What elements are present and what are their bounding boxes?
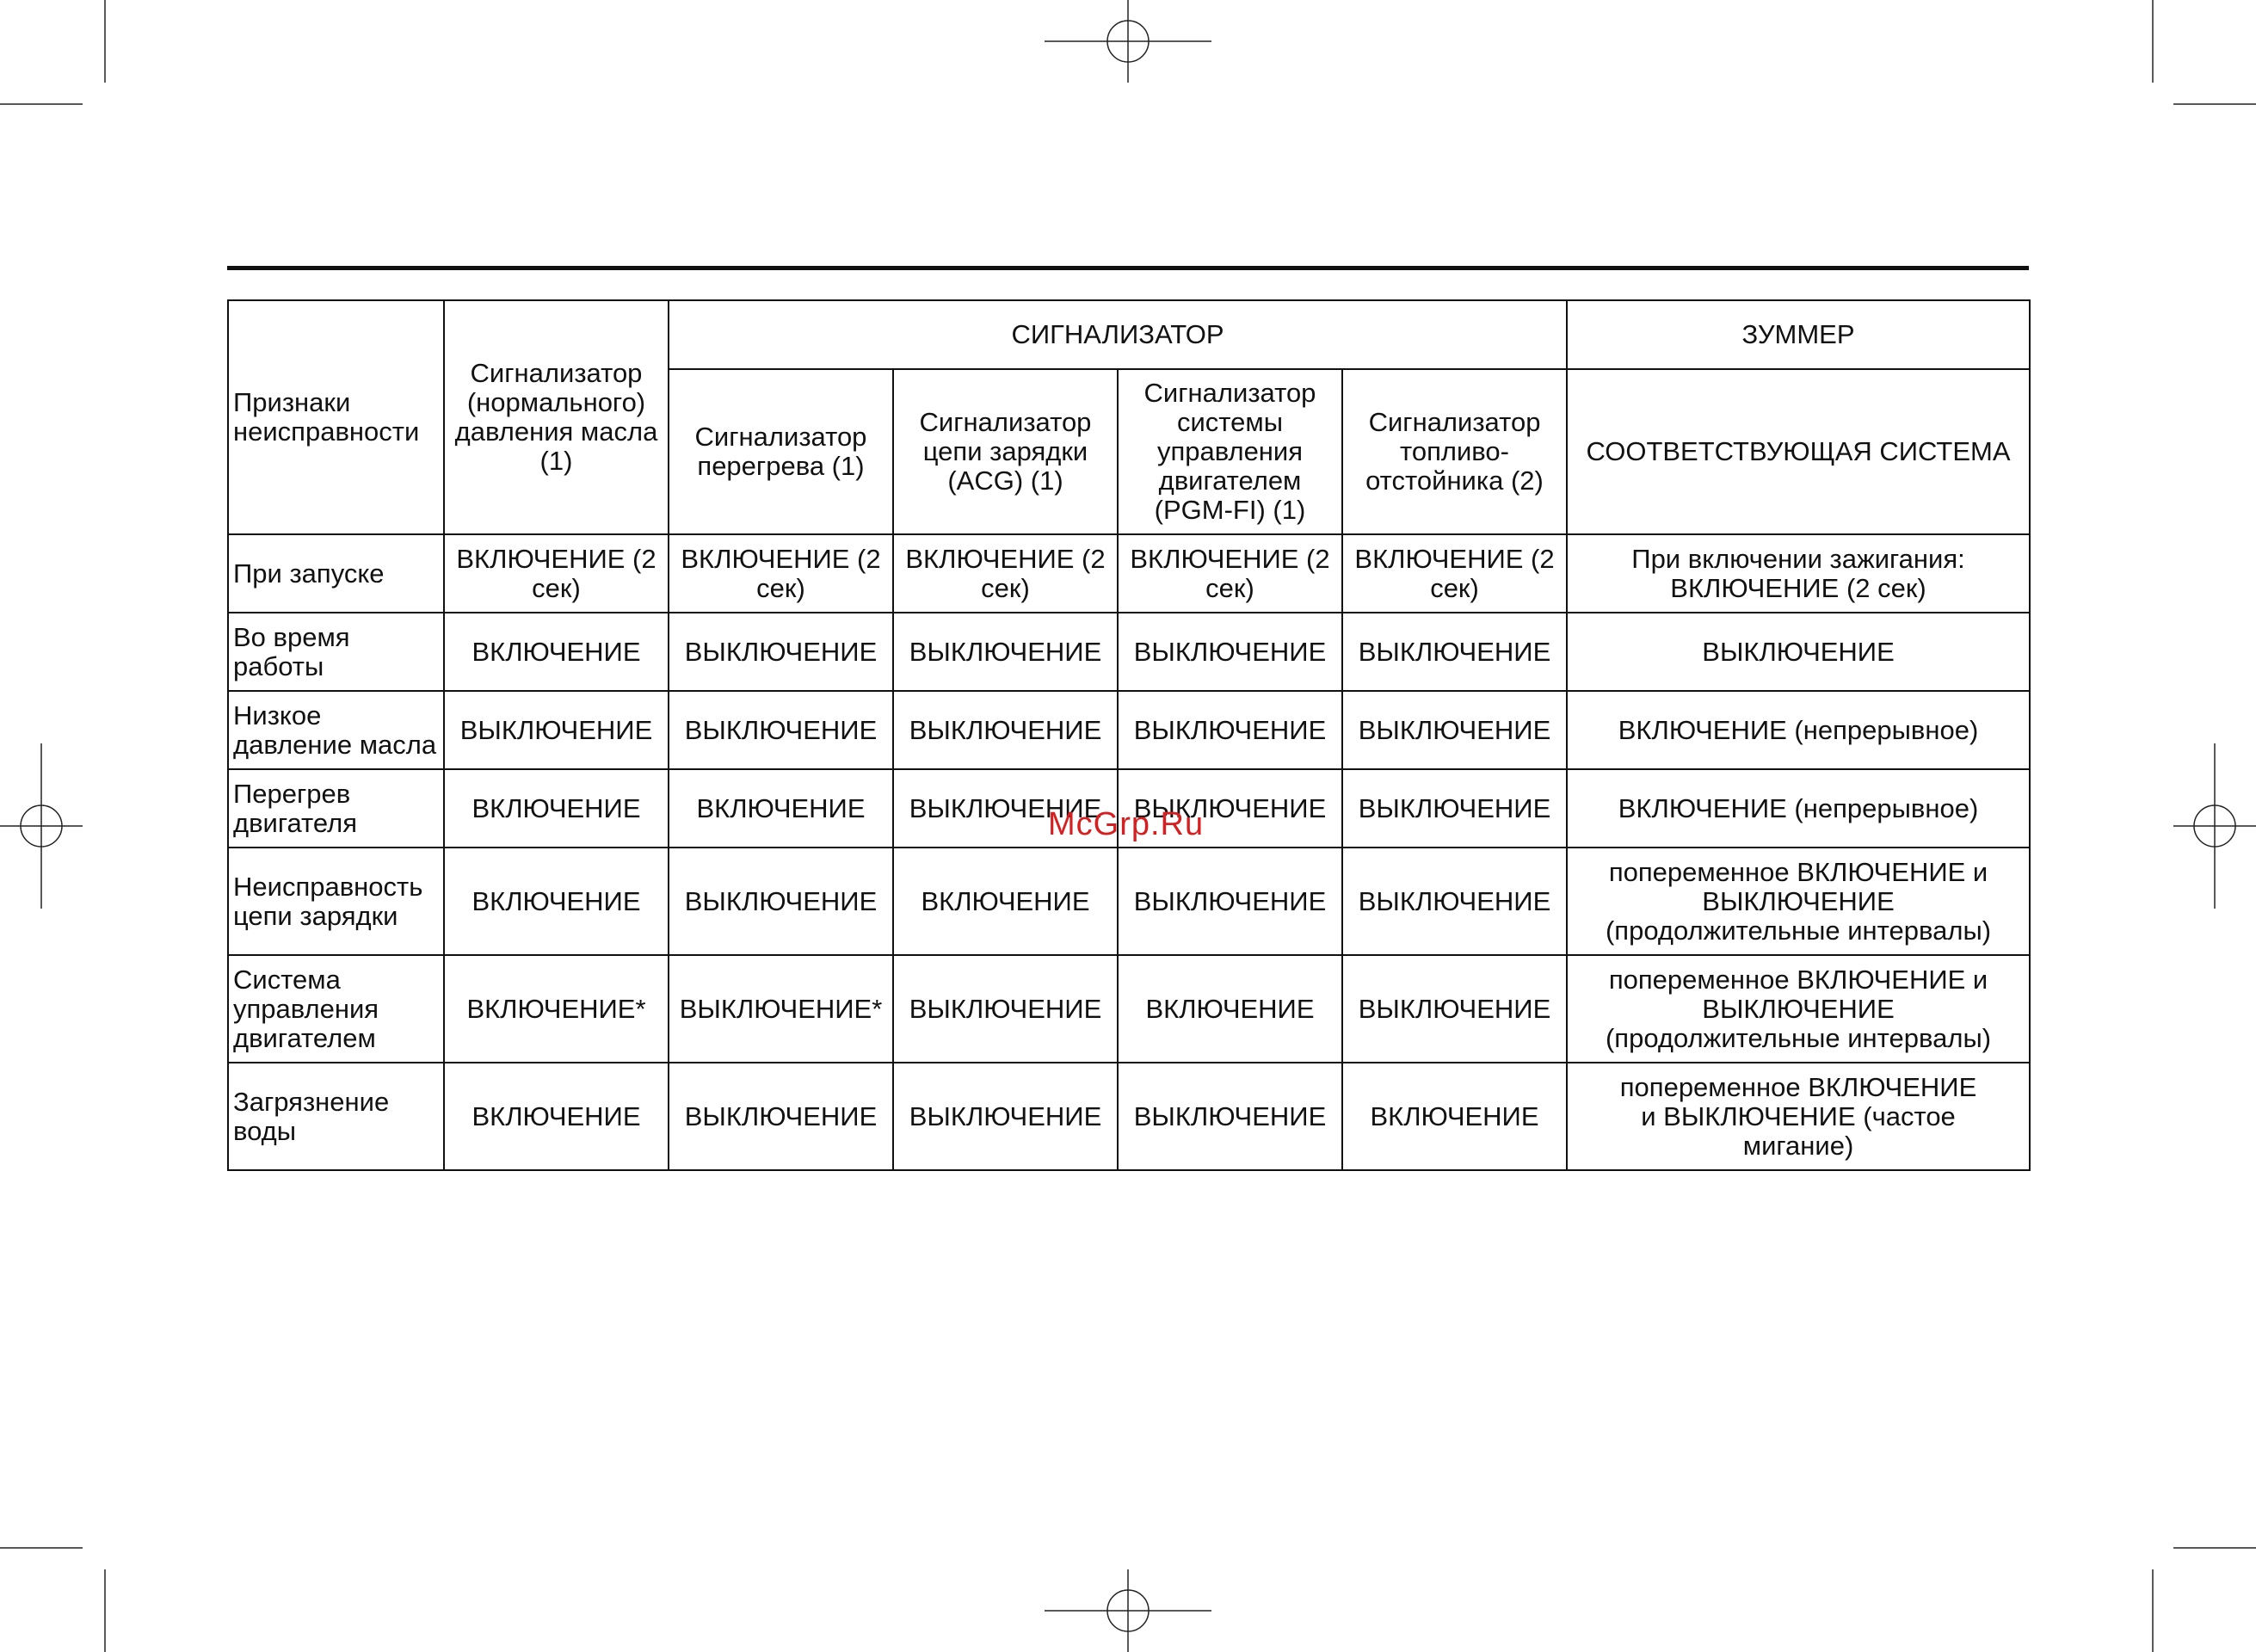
table-cell: ВКЛЮЧЕНИЕ xyxy=(444,1063,669,1170)
table-cell: ВКЛЮЧЕНИЕ xyxy=(444,769,669,848)
buzzer-cell: ВКЛЮЧЕНИЕ (непрерывное) xyxy=(1567,691,2030,769)
table-row xyxy=(228,534,2030,613)
buzzer-cell: попеременное ВКЛЮЧЕНИЕ и ВЫКЛЮЧЕНИЕ (частое мигание) xyxy=(1567,1063,2030,1170)
table-cell: ВКЛЮЧЕНИЕ xyxy=(1118,955,1342,1063)
header-buzzer-system: СООТВЕТСТВУЮЩАЯ СИСТЕМА xyxy=(1567,369,2030,534)
table-cell: ВЫКЛЮЧЕНИЕ xyxy=(1118,1063,1342,1170)
table-cell: ВЫКЛЮЧЕНИЕ xyxy=(669,848,893,955)
header-overheat: Сигнализатор перегрева (1) xyxy=(669,369,893,534)
buzzer-cell: попеременное ВКЛЮЧЕНИЕ и ВЫКЛЮЧЕНИЕ (продолжительные интервалы) xyxy=(1567,955,2030,1063)
table-cell: ВЫКЛЮЧЕНИЕ xyxy=(893,1063,1118,1170)
header-row-1 xyxy=(228,300,2030,369)
table-cell: ВКЛЮЧЕНИЕ (2 сек) xyxy=(1118,534,1342,613)
indicator-buzzer-table xyxy=(227,299,2031,1171)
table-cell: ВЫКЛЮЧЕНИЕ xyxy=(1118,613,1342,691)
row-symptom: Загрязнение воды xyxy=(228,1063,444,1170)
table-cell: ВЫКЛЮЧЕНИЕ xyxy=(1118,769,1342,848)
buzzer-cell: ВЫКЛЮЧЕНИЕ xyxy=(1567,613,2030,691)
table-cell: ВКЛЮЧЕНИЕ (2 сек) xyxy=(669,534,893,613)
top-rule xyxy=(227,266,2029,270)
table-cell: ВЫКЛЮЧЕНИЕ xyxy=(669,613,893,691)
table-row xyxy=(228,1063,2030,1170)
table-cell: ВЫКЛЮЧЕНИЕ xyxy=(893,613,1118,691)
buzzer-cell: попеременное ВКЛЮЧЕНИЕ и ВЫКЛЮЧЕНИЕ (продолжительные интервалы) xyxy=(1567,848,2030,955)
table-cell: ВКЛЮЧЕНИЕ xyxy=(444,613,669,691)
table-row xyxy=(228,848,2030,955)
table-cell: ВКЛЮЧЕНИЕ xyxy=(444,848,669,955)
buzzer-cell: При включении зажигания: ВКЛЮЧЕНИЕ (2 сек) xyxy=(1567,534,2030,613)
table-row xyxy=(228,613,2030,691)
table-cell: ВКЛЮЧЕНИЕ xyxy=(1342,1063,1567,1170)
header-oil-pressure: Сигнализатор (нормального) давления масла (1) xyxy=(444,300,669,534)
table-cell: ВЫКЛЮЧЕНИЕ xyxy=(893,769,1118,848)
header-charging: Сигнализатор цепи зарядки (ACG) (1) xyxy=(893,369,1118,534)
header-fuel-sediment: Сигнализатор топливо-отстойника (2) xyxy=(1342,369,1567,534)
table-cell: ВЫКЛЮЧЕНИЕ xyxy=(1342,955,1567,1063)
row-symptom: Неисправность цепи зарядки xyxy=(228,848,444,955)
table-cell: ВКЛЮЧЕНИЕ (2 сек) xyxy=(1342,534,1567,613)
table-cell: ВЫКЛЮЧЕНИЕ xyxy=(1342,613,1567,691)
table-cell: ВЫКЛЮЧЕНИЕ xyxy=(893,955,1118,1063)
table-cell: ВКЛЮЧЕНИЕ (2 сек) xyxy=(444,534,669,613)
table-cell: ВЫКЛЮЧЕНИЕ xyxy=(1118,691,1342,769)
table-cell: ВКЛЮЧЕНИЕ* xyxy=(444,955,669,1063)
header-indicator-group: СИГНАЛИЗАТОР xyxy=(669,300,1567,369)
table-cell: ВКЛЮЧЕНИЕ xyxy=(669,769,893,848)
header-pgmfi: Сигнализатор системы управления двигателем (PGM-FI) (1) xyxy=(1118,369,1342,534)
table-cell: ВЫКЛЮЧЕНИЕ xyxy=(1342,848,1567,955)
header-buzzer-group: ЗУММЕР xyxy=(1567,300,2030,369)
table-row xyxy=(228,955,2030,1063)
table-cell: ВКЛЮЧЕНИЕ (2 сек) xyxy=(893,534,1118,613)
row-symptom: Перегрев двигателя xyxy=(228,769,444,848)
table-cell: ВКЛЮЧЕНИЕ xyxy=(893,848,1118,955)
row-symptom: При запуске xyxy=(228,534,444,613)
table-cell: ВЫКЛЮЧЕНИЕ xyxy=(669,1063,893,1170)
header-symptoms: Признаки неисправности xyxy=(228,300,444,534)
table-cell: ВЫКЛЮЧЕНИЕ* xyxy=(669,955,893,1063)
watermark: McGrp.Ru xyxy=(1048,806,1205,842)
row-symptom: Во время работы xyxy=(228,613,444,691)
row-symptom: Система управления двигателем xyxy=(228,955,444,1063)
table-cell: ВЫКЛЮЧЕНИЕ xyxy=(444,691,669,769)
table-cell: ВЫКЛЮЧЕНИЕ xyxy=(1342,769,1567,848)
row-symptom: Низкое давление масла xyxy=(228,691,444,769)
table-row xyxy=(228,691,2030,769)
table-cell: ВЫКЛЮЧЕНИЕ xyxy=(893,691,1118,769)
table-cell: ВЫКЛЮЧЕНИЕ xyxy=(669,691,893,769)
table-cell: ВЫКЛЮЧЕНИЕ xyxy=(1342,691,1567,769)
table-cell: ВЫКЛЮЧЕНИЕ xyxy=(1118,848,1342,955)
buzzer-cell: ВКЛЮЧЕНИЕ (непрерывное) xyxy=(1567,769,2030,848)
